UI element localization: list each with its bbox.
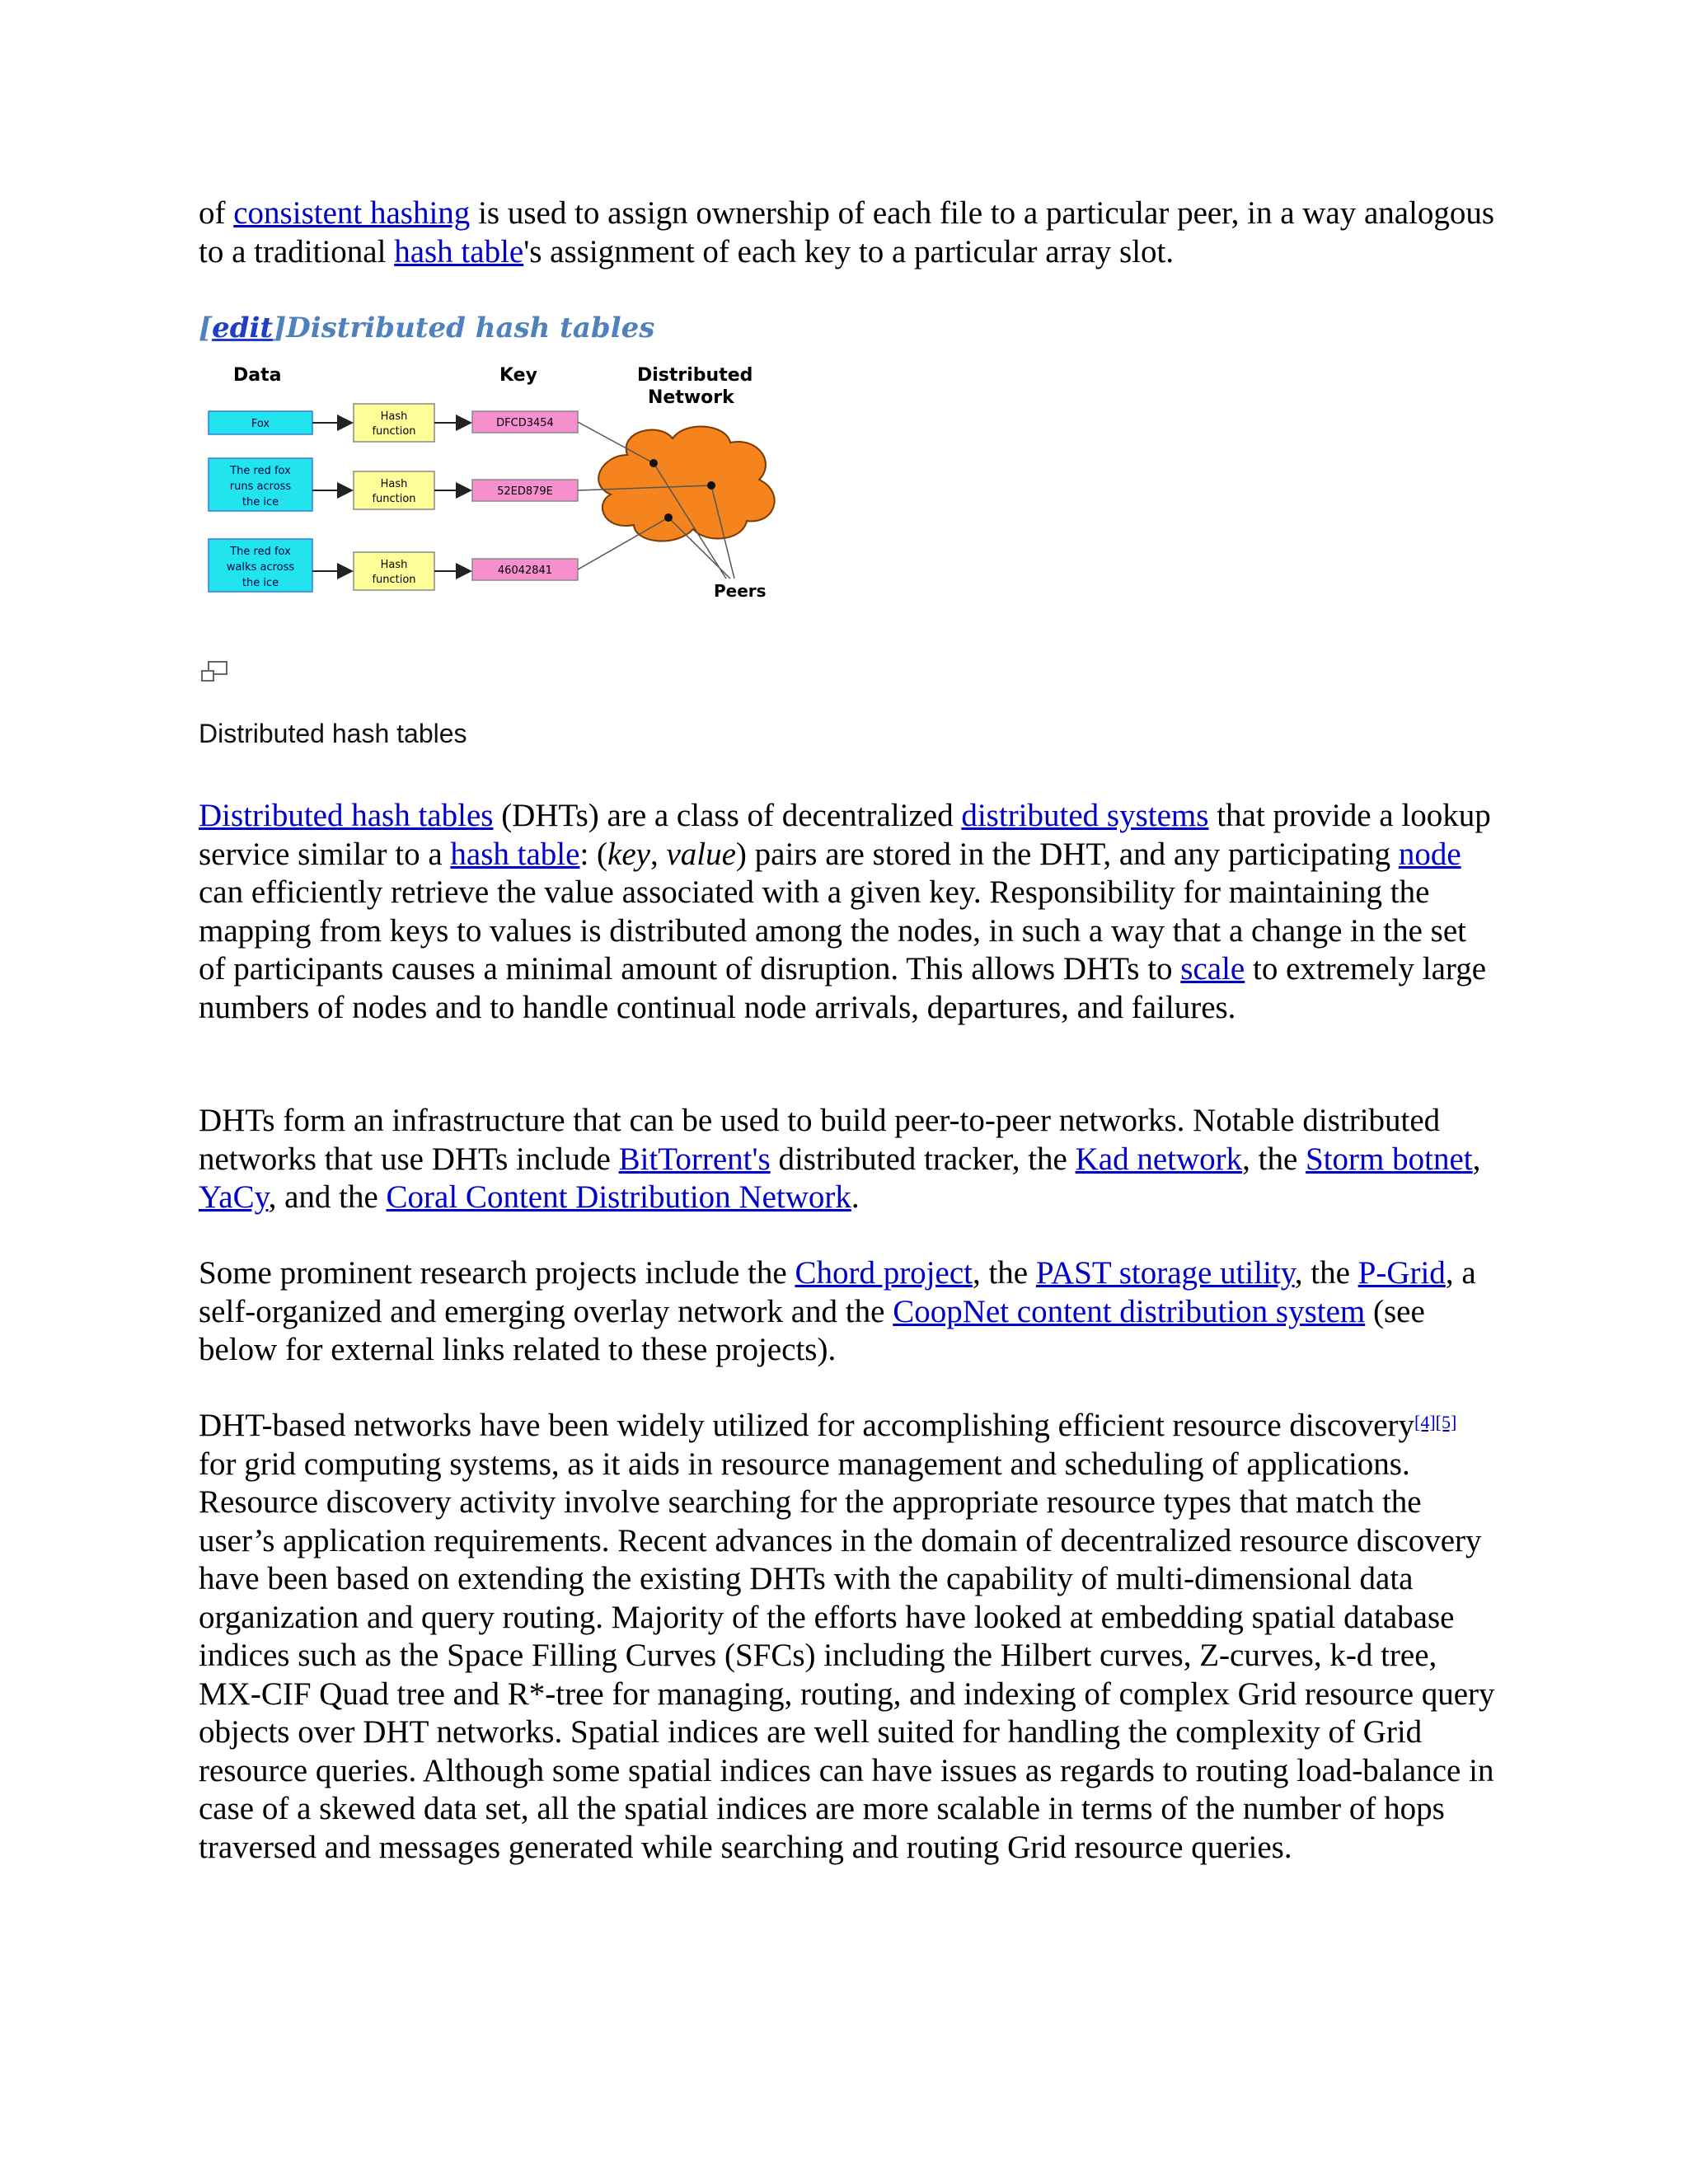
text: , a self-organized and emerging overlay network and the xyxy=(199,1255,1476,1329)
text: is used to assign ownership of each file to a particular peer, in a way analogous to a traditional xyxy=(199,195,1495,269)
svg-text:function: function xyxy=(372,493,416,505)
text: to extremely large numbers of nodes and to handle continual node arrivals, departures, and failures. xyxy=(199,951,1486,1025)
text: , the xyxy=(1242,1141,1306,1177)
citation-refs xyxy=(1414,1412,1456,1432)
svg-text:The red fox: The red fox xyxy=(230,465,291,477)
link-scale[interactable]: scale xyxy=(1180,951,1245,987)
column-key-label: Key xyxy=(499,365,537,386)
link-distributed-systems[interactable]: distributed systems xyxy=(961,798,1209,833)
link-past-storage[interactable]: PAST storage utility xyxy=(1035,1255,1295,1291)
link-yacy[interactable]: YaCy xyxy=(199,1179,269,1215)
link-coopnet[interactable]: CoopNet content distribution system xyxy=(893,1293,1366,1329)
text: (DHTs) are a class of decentralized xyxy=(493,798,962,833)
svg-text:Fox: Fox xyxy=(251,418,270,430)
link-hash-table-2[interactable]: hash table xyxy=(450,836,580,872)
network-cloud xyxy=(598,426,774,541)
text: , and the xyxy=(268,1179,387,1215)
link-storm-botnet[interactable]: Storm botnet xyxy=(1306,1141,1473,1177)
svg-text:the ice: the ice xyxy=(241,496,279,509)
svg-text:walks across: walks across xyxy=(226,561,295,574)
italic-key: key xyxy=(607,836,650,872)
italic-value: value xyxy=(666,836,736,872)
text: , the xyxy=(972,1255,1036,1291)
text: for grid computing systems, as it aids in resource management and scheduling of applications. Resource discovery activity involve searching for the appropriate resource types that match the user’s application requirements. Recent advances in the domain of decentralized resource discovery have been based on extending the existing DHTs with the capability of multi-dimensional data organization and query routing. Majority of the efforts have looked at embedding spatial database indices such as the Space Filling Curves (SFCs) including the Hilbert curves, Z-curves, k-d tree, MX-CIF Quad tree and R*-tree for managing, routing, and indexing of complex Grid resource query objects over DHT networks. Spatial indices are well suited for handling the complexity of Grid resource queries. Although some spatial indices can have issues as regards to routing load-balance in case of a skewed data set, all the spatial indices are more scalable in terms of the number of hops traversed and messages generated while searching and routing Grid resource queries. xyxy=(199,1446,1495,1865)
text: can efficiently retrieve the value associated with a given key. Responsibility for maintaining the mapping from keys to values is distributed among the nodes, in such a way that a change in the set of participants causes a minimal amount of disruption. This allows DHTs to xyxy=(199,874,1466,987)
dht-diagram xyxy=(199,356,792,603)
text: 's assignment of each key to a particular array slot. xyxy=(523,233,1175,269)
link-node[interactable]: node xyxy=(1398,836,1461,872)
svg-text:runs across: runs across xyxy=(229,480,292,493)
paragraph-resource-discovery xyxy=(199,1407,1501,1867)
text: , the xyxy=(1294,1255,1358,1291)
svg-text:46042841: 46042841 xyxy=(497,565,553,577)
text: , xyxy=(1472,1141,1481,1177)
link-chord-project[interactable]: Chord project xyxy=(795,1255,973,1291)
enlarge-icon[interactable] xyxy=(200,659,230,684)
svg-text:DFCD3454: DFCD3454 xyxy=(496,417,554,429)
intro-paragraph xyxy=(199,194,1501,271)
text: DHT-based networks have been widely utilized for accomplishing efficient resource discovery xyxy=(199,1408,1415,1443)
diagram-row-3 xyxy=(209,539,578,592)
svg-text:function: function xyxy=(372,574,416,586)
column-network-label-1: Distributed xyxy=(637,365,753,386)
paragraph-dht-definition xyxy=(199,797,1501,1027)
heading-title: Distributed hash tables xyxy=(286,312,655,344)
citation-4[interactable]: [4] xyxy=(1414,1412,1436,1432)
bracket-open: [ xyxy=(199,312,213,344)
text: . xyxy=(851,1179,860,1215)
text: : ( xyxy=(579,836,608,872)
diagram-row-2 xyxy=(209,458,578,511)
text: , xyxy=(649,836,667,872)
link-coral-cdn[interactable]: Coral Content Distribution Network xyxy=(386,1179,851,1215)
link-distributed-hash-tables[interactable]: Distributed hash tables xyxy=(199,798,494,833)
svg-text:Hash: Hash xyxy=(380,478,408,490)
section-heading xyxy=(199,312,654,344)
svg-text:the ice: the ice xyxy=(241,577,279,589)
figure-caption: Distributed hash tables xyxy=(199,719,467,748)
svg-text:The red fox: The red fox xyxy=(230,546,291,558)
bracket-close: ] xyxy=(273,312,287,344)
link-bittorrent[interactable]: BitTorrent's xyxy=(618,1141,771,1177)
text: (see below for external links related to these projects). xyxy=(199,1293,1425,1367)
svg-text:Hash: Hash xyxy=(380,559,408,571)
text: ) pairs are stored in the DHT, and any participating xyxy=(735,836,1399,872)
text: that provide a lookup service similar to a xyxy=(199,798,1491,872)
edit-link[interactable]: edit xyxy=(212,312,274,344)
text: DHTs form an infrastructure that can be used to build peer-to-peer networks. Notable distributed networks that use DHTs include xyxy=(199,1103,1441,1177)
link-hash-table[interactable]: hash table xyxy=(394,233,524,269)
text: of xyxy=(199,195,234,231)
link-p-grid[interactable]: P-Grid xyxy=(1357,1255,1446,1291)
paragraph-research-projects xyxy=(199,1254,1501,1370)
link-kad-network[interactable]: Kad network xyxy=(1075,1141,1243,1177)
svg-text:function: function xyxy=(372,425,416,438)
link-consistent-hashing[interactable]: consistent hashing xyxy=(233,195,471,231)
diagram-row-1 xyxy=(209,404,578,442)
peers-label: Peers xyxy=(714,581,767,601)
text: Some prominent research projects include the xyxy=(199,1255,795,1291)
svg-text:52ED879E: 52ED879E xyxy=(497,485,553,498)
citation-5[interactable]: [5] xyxy=(1435,1412,1457,1432)
column-network-label-2: Network xyxy=(648,387,734,408)
text: distributed tracker, the xyxy=(770,1141,1076,1177)
paragraph-dht-networks xyxy=(199,1102,1501,1217)
svg-text:Hash: Hash xyxy=(380,410,408,423)
column-data-label: Data xyxy=(233,365,282,386)
